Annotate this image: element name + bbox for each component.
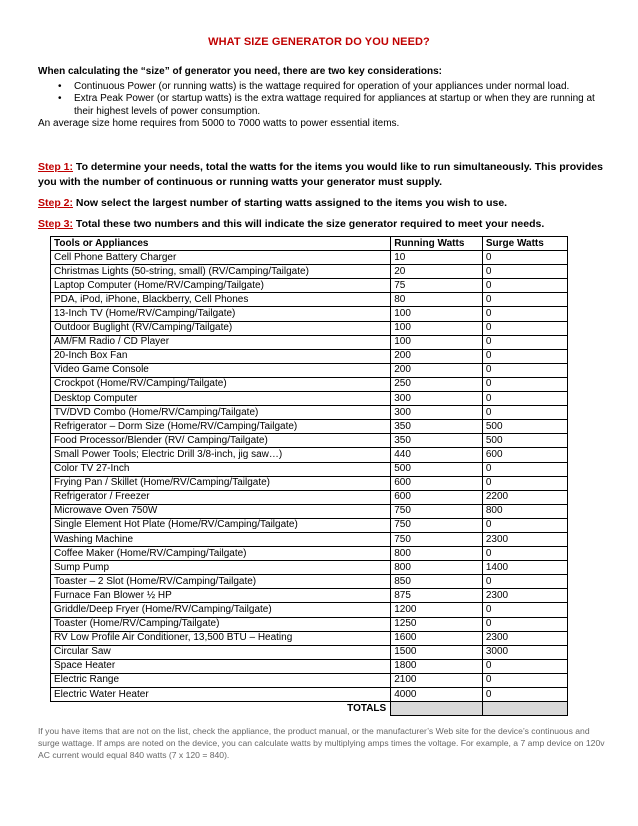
appliance-name-cell: Microwave Oven 750W xyxy=(51,504,391,518)
surge-watts-cell: 0 xyxy=(482,363,567,377)
running-watts-cell: 1250 xyxy=(391,617,483,631)
running-watts-cell: 750 xyxy=(391,518,483,532)
table-row xyxy=(51,307,568,321)
table-row xyxy=(51,363,568,377)
considerations-list xyxy=(38,81,608,119)
step-3: Step 3: Total these two numbers and this will indicate the size generator required to meet your needs. xyxy=(38,218,545,230)
table-row xyxy=(51,335,568,349)
surge-watts-cell: 0 xyxy=(482,518,567,532)
surge-watts-cell: 0 xyxy=(482,688,567,702)
running-watts-cell: 600 xyxy=(391,490,483,504)
totals-row xyxy=(51,702,568,716)
table-row xyxy=(51,518,568,532)
appliance-name-cell: Sump Pump xyxy=(51,561,391,575)
surge-watts-cell: 0 xyxy=(482,279,567,293)
table-row xyxy=(51,434,568,448)
column-header-running-watts: Running Watts xyxy=(391,237,483,251)
running-watts-cell: 75 xyxy=(391,279,483,293)
running-watts-cell: 4000 xyxy=(391,688,483,702)
surge-watts-cell: 600 xyxy=(482,448,567,462)
table-row xyxy=(51,688,568,702)
appliance-name-cell: Cell Phone Battery Charger xyxy=(51,251,391,265)
table-row xyxy=(51,279,568,293)
appliance-name-cell: Circular Saw xyxy=(51,645,391,659)
surge-watts-cell: 0 xyxy=(482,462,567,476)
average-note: An average size home requires from 5000 to 7000 watts to power essential items. xyxy=(38,118,400,129)
step-label: Step 2: xyxy=(38,197,74,209)
running-watts-cell: 20 xyxy=(391,265,483,279)
bullet-icon: • xyxy=(58,80,62,92)
steps-section xyxy=(38,160,608,238)
intro-lead: When calculating the “size” of generator you need, there are two key considerations: xyxy=(38,66,442,77)
appliance-name-cell: Laptop Computer (Home/RV/Camping/Tailgate) xyxy=(51,279,391,293)
intro-section xyxy=(38,66,608,131)
surge-watts-cell: 0 xyxy=(482,673,567,687)
appliance-wattage-table xyxy=(50,236,568,716)
surge-watts-cell: 2200 xyxy=(482,490,567,504)
running-watts-cell: 1800 xyxy=(391,659,483,673)
running-watts-cell: 300 xyxy=(391,392,483,406)
totals-label: TOTALS xyxy=(347,702,387,714)
surge-watts-cell: 0 xyxy=(482,392,567,406)
running-watts-cell: 850 xyxy=(391,575,483,589)
appliance-name-cell: Space Heater xyxy=(51,659,391,673)
running-watts-total-cell xyxy=(391,702,483,716)
running-watts-cell: 80 xyxy=(391,293,483,307)
appliance-name-cell: Desktop Computer xyxy=(51,392,391,406)
surge-watts-cell: 500 xyxy=(482,420,567,434)
surge-watts-cell: 0 xyxy=(482,617,567,631)
running-watts-cell: 350 xyxy=(391,420,483,434)
table-row xyxy=(51,406,568,420)
appliance-name-cell: Video Game Console xyxy=(51,363,391,377)
table-row xyxy=(51,251,568,265)
running-watts-cell: 100 xyxy=(391,307,483,321)
appliance-name-cell: Christmas Lights (50-string, small) (RV/Camping/Tailgate) xyxy=(51,265,391,279)
table-row xyxy=(51,547,568,561)
appliance-name-cell: Color TV 27-Inch xyxy=(51,462,391,476)
running-watts-cell: 100 xyxy=(391,321,483,335)
appliance-name-cell: Electric Water Heater xyxy=(51,688,391,702)
running-watts-cell: 800 xyxy=(391,547,483,561)
running-watts-cell: 300 xyxy=(391,406,483,420)
surge-watts-cell: 0 xyxy=(482,659,567,673)
table-row xyxy=(51,476,568,490)
surge-watts-cell: 1400 xyxy=(482,561,567,575)
appliance-name-cell: AM/FM Radio / CD Player xyxy=(51,335,391,349)
surge-watts-cell: 0 xyxy=(482,575,567,589)
appliance-name-cell: Crockpot (Home/RV/Camping/Tailgate) xyxy=(51,377,391,391)
appliance-name-cell: TV/DVD Combo (Home/RV/Camping/Tailgate) xyxy=(51,406,391,420)
running-watts-cell: 750 xyxy=(391,504,483,518)
table-row xyxy=(51,617,568,631)
running-watts-cell: 10 xyxy=(391,251,483,265)
table-row xyxy=(51,321,568,335)
surge-watts-cell: 0 xyxy=(482,547,567,561)
appliance-name-cell: 13-Inch TV (Home/RV/Camping/Tailgate) xyxy=(51,307,391,321)
appliance-name-cell: RV Low Profile Air Conditioner, 13,500 BTU – Heating xyxy=(51,631,391,645)
surge-watts-cell: 3000 xyxy=(482,645,567,659)
surge-watts-cell: 0 xyxy=(482,406,567,420)
appliance-name-cell: Griddle/Deep Fryer (Home/RV/Camping/Tailgate) xyxy=(51,603,391,617)
table-row xyxy=(51,504,568,518)
surge-watts-cell: 0 xyxy=(482,349,567,363)
surge-watts-cell: 2300 xyxy=(482,631,567,645)
table-row xyxy=(51,293,568,307)
table-row xyxy=(51,490,568,504)
table-row xyxy=(51,532,568,546)
running-watts-cell: 200 xyxy=(391,363,483,377)
bullet-icon: • xyxy=(58,93,62,104)
table-row xyxy=(51,575,568,589)
surge-watts-cell: 0 xyxy=(482,476,567,490)
table-row xyxy=(51,448,568,462)
page-title: WHAT SIZE GENERATOR DO YOU NEED? xyxy=(208,36,430,48)
appliance-name-cell: Refrigerator / Freezer xyxy=(51,490,391,504)
table-row xyxy=(51,603,568,617)
list-item: • Continuous Power (or running watts) is the wattage required for operation of your appliances under normal load. xyxy=(58,80,570,92)
running-watts-cell: 875 xyxy=(391,589,483,603)
appliance-name-cell: Electric Range xyxy=(51,673,391,687)
table-row xyxy=(51,377,568,391)
surge-watts-cell: 0 xyxy=(482,251,567,265)
surge-watts-cell: 0 xyxy=(482,603,567,617)
table-row xyxy=(51,265,568,279)
step-2: Step 2: Now select the largest number of starting watts assigned to the items you wish to use. xyxy=(38,197,508,209)
running-watts-cell: 500 xyxy=(391,462,483,476)
surge-watts-cell: 0 xyxy=(482,293,567,307)
column-header-appliance: Tools or Appliances xyxy=(51,237,391,251)
table-row xyxy=(51,462,568,476)
appliance-name-cell: Refrigerator – Dorm Size (Home/RV/Camping/Tailgate) xyxy=(51,420,391,434)
table-row xyxy=(51,673,568,687)
appliance-name-cell: Small Power Tools; Electric Drill 3/8-inch, jig saw…) xyxy=(51,448,391,462)
running-watts-cell: 440 xyxy=(391,448,483,462)
running-watts-cell: 200 xyxy=(391,349,483,363)
surge-watts-cell: 800 xyxy=(482,504,567,518)
running-watts-cell: 750 xyxy=(391,532,483,546)
surge-watts-cell: 0 xyxy=(482,307,567,321)
table-header-row xyxy=(51,237,568,251)
table-row xyxy=(51,659,568,673)
appliance-name-cell: Furnace Fan Blower ½ HP xyxy=(51,589,391,603)
running-watts-cell: 100 xyxy=(391,335,483,349)
running-watts-cell: 800 xyxy=(391,561,483,575)
table-row xyxy=(51,561,568,575)
table-row xyxy=(51,420,568,434)
surge-watts-cell: 2300 xyxy=(482,589,567,603)
running-watts-cell: 1200 xyxy=(391,603,483,617)
surge-watts-cell: 2300 xyxy=(482,532,567,546)
surge-watts-cell: 0 xyxy=(482,265,567,279)
step-1: Step 1: To determine your needs, total the watts for the items you would like to run simultaneously. This provides you with the number of continuous or running watts your generator must supply. xyxy=(38,161,603,188)
appliance-name-cell: Frying Pan / Skillet (Home/RV/Camping/Tailgate) xyxy=(51,476,391,490)
list-item: • Extra Peak Power (or startup watts) is the extra wattage required for appliances at startup or when they are running at their highest levels of power consumption. xyxy=(58,93,595,117)
surge-watts-cell: 0 xyxy=(482,335,567,349)
table-row xyxy=(51,631,568,645)
running-watts-cell: 2100 xyxy=(391,673,483,687)
running-watts-cell: 1500 xyxy=(391,645,483,659)
running-watts-cell: 1600 xyxy=(391,631,483,645)
surge-watts-total-cell xyxy=(482,702,567,716)
appliance-name-cell: Toaster (Home/RV/Camping/Tailgate) xyxy=(51,617,391,631)
step-label: Step 1: xyxy=(38,161,74,173)
appliance-name-cell: Outdoor Buglight (RV/Camping/Tailgate) xyxy=(51,321,391,335)
surge-watts-cell: 0 xyxy=(482,377,567,391)
appliance-name-cell: PDA, iPod, iPhone, Blackberry, Cell Phones xyxy=(51,293,391,307)
appliance-name-cell: Toaster – 2 Slot (Home/RV/Camping/Tailgate) xyxy=(51,575,391,589)
appliance-name-cell: Washing Machine xyxy=(51,532,391,546)
running-watts-cell: 600 xyxy=(391,476,483,490)
footer-note: If you have items that are not on the list, check the appliance, the product manual, or the manufacturer’s Web site for the device’s continuous and surge wattage. If amps are noted on the device, you can calculate watts by multiplying amps times the voltage. For example, a 7 amp device on 120v AC current would equal 840 watts (7 x 120 = 840). xyxy=(38,726,605,760)
appliance-name-cell: Food Processor/Blender (RV/ Camping/Tailgate) xyxy=(51,434,391,448)
surge-watts-cell: 0 xyxy=(482,321,567,335)
appliance-name-cell: Coffee Maker (Home/RV/Camping/Tailgate) xyxy=(51,547,391,561)
running-watts-cell: 350 xyxy=(391,434,483,448)
table-row xyxy=(51,392,568,406)
running-watts-cell: 250 xyxy=(391,377,483,391)
appliance-name-cell: 20-Inch Box Fan xyxy=(51,349,391,363)
column-header-surge-watts: Surge Watts xyxy=(482,237,567,251)
table-row xyxy=(51,589,568,603)
surge-watts-cell: 500 xyxy=(482,434,567,448)
appliance-name-cell: Single Element Hot Plate (Home/RV/Camping/Tailgate) xyxy=(51,518,391,532)
table-row xyxy=(51,645,568,659)
table-row xyxy=(51,349,568,363)
step-label: Step 3: xyxy=(38,218,74,230)
